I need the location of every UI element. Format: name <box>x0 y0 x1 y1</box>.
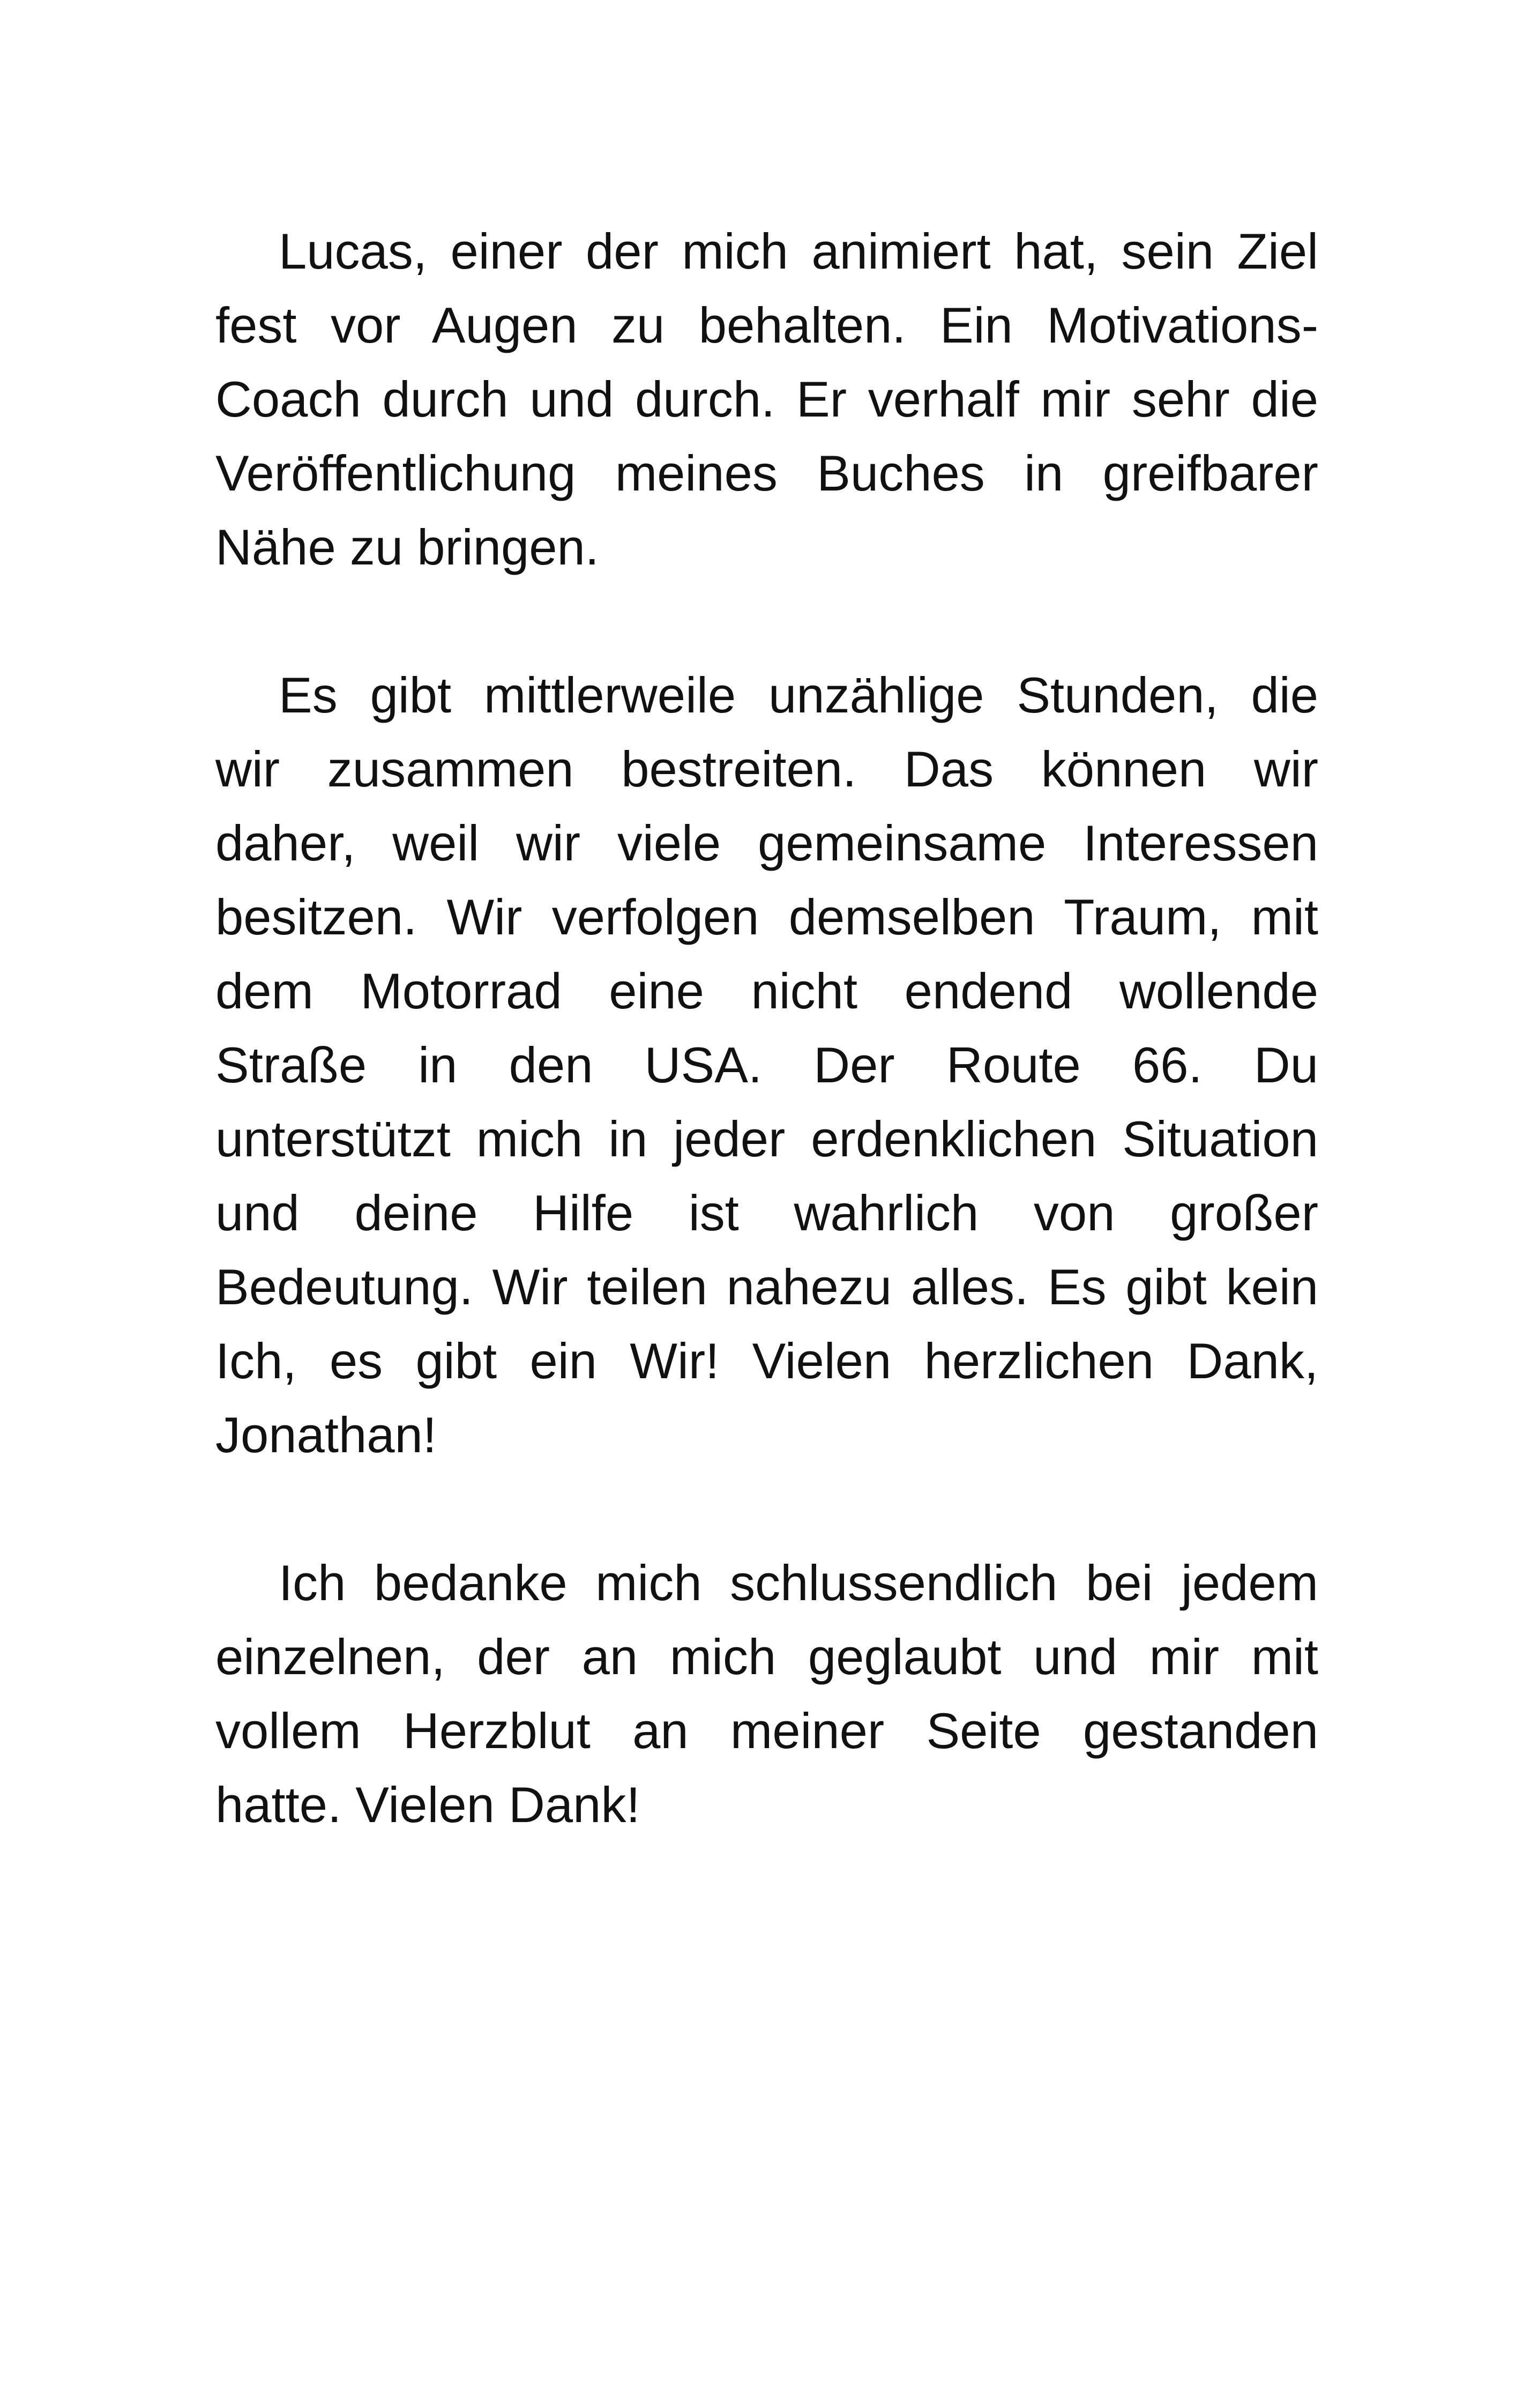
paragraph-1 <box>215 214 1318 584</box>
text-line: unterstützt mich in jeder erdenklichen Situation <box>215 1111 1318 1167</box>
text-line: Veröffentlichung meines Buches in greifbarer <box>215 445 1318 501</box>
text-line: daher, weil wir viele gemeinsame Interessen <box>215 815 1318 871</box>
text-line: Nähe zu bringen. <box>215 519 599 575</box>
text-line: Bedeutung. Wir teilen nahezu alles. Es gibt kein <box>215 1259 1318 1315</box>
text-line: hatte. Vielen Dank! <box>215 1777 640 1833</box>
text-line: vollem Herzblut an meiner Seite gestanden <box>215 1703 1318 1759</box>
paragraph-spacer <box>215 1472 1318 1546</box>
text-line: einzelnen, der an mich geglaubt und mir mit <box>215 1629 1318 1685</box>
text-line: Lucas, einer der mich animiert hat, sein Ziel <box>279 223 1318 279</box>
text-line: besitzen. Wir verfolgen demselben Traum, mit <box>215 889 1318 945</box>
text-line: wir zusammen bestreiten. Das können wir <box>215 741 1318 797</box>
text-line: dem Motorrad eine nicht endend wollende <box>215 963 1318 1019</box>
text-line: fest vor Augen zu behalten. Ein Motivations- <box>215 297 1318 353</box>
text-line: und deine Hilfe ist wahrlich von großer <box>215 1185 1318 1241</box>
text-line: Ich bedanke mich schlussendlich bei jedem <box>279 1555 1318 1611</box>
text-line: Ich, es gibt ein Wir! Vielen herzlichen Dank, <box>215 1333 1318 1389</box>
text-line: Es gibt mittlerweile unzählige Stunden, die <box>279 667 1318 723</box>
paragraph-3 <box>215 1546 1318 1842</box>
paragraph-spacer <box>215 584 1318 658</box>
text-line: Jonathan! <box>215 1407 437 1463</box>
paragraph-2 <box>215 658 1318 1472</box>
text-line: Coach durch und durch. Er verhalf mir sehr die <box>215 371 1318 427</box>
text-line: Straße in den USA. Der Route 66. Du <box>215 1037 1318 1093</box>
page-body <box>215 214 1318 1842</box>
